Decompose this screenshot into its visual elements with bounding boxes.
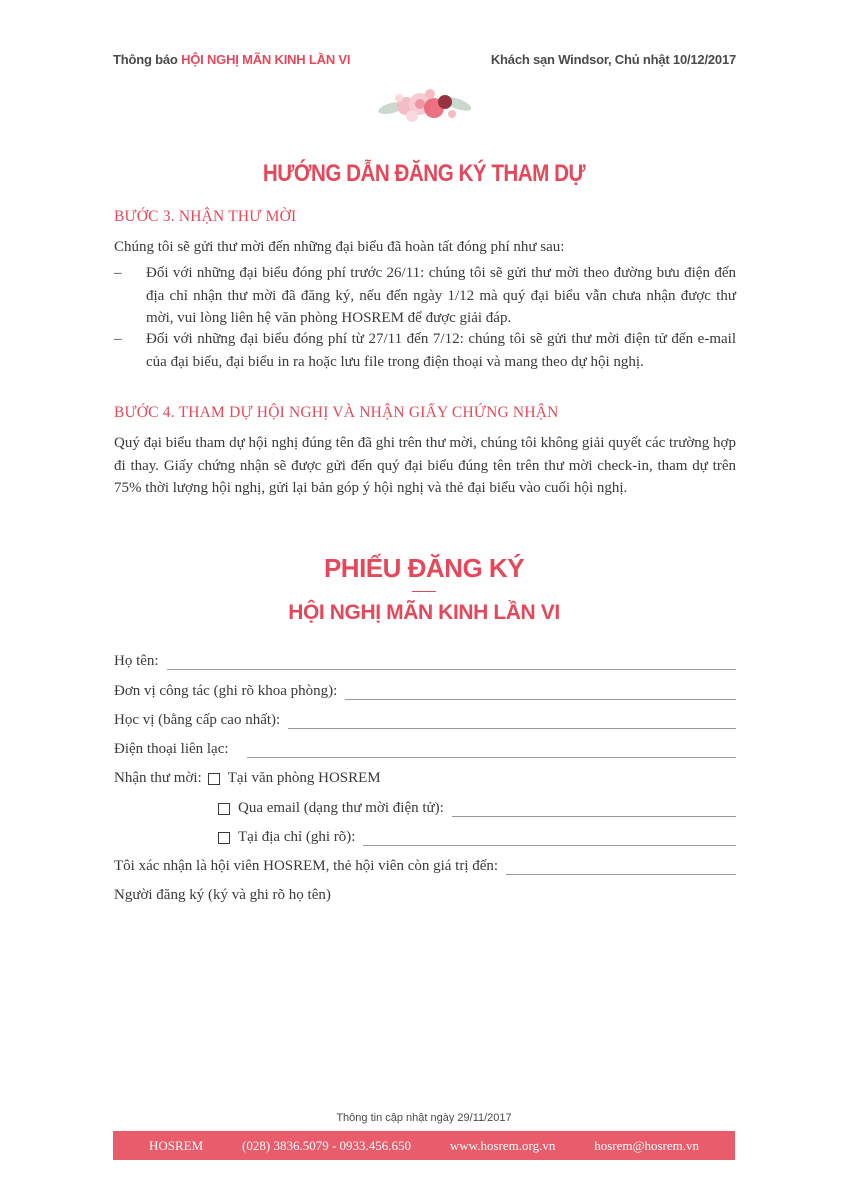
form-subtitle: HỘI NGHỊ MÃN KINH LẦN VI xyxy=(288,601,560,624)
option-email-label: Qua email (dạng thư mời điện tử): xyxy=(238,800,444,816)
field-registrant xyxy=(114,884,736,904)
field-receive-email[interactable] xyxy=(218,797,736,817)
header-venue-date: Khách sạn Windsor, Chủ nhật 10/12/2017 xyxy=(490,52,736,67)
footer-org: HOSREM xyxy=(149,1137,204,1153)
form-title: PHIẾU ĐĂNG KÝ xyxy=(323,553,525,583)
field-workplace-label: Đơn vị công tác (ghi rõ khoa phòng): xyxy=(114,683,338,699)
footer-bar xyxy=(113,1131,735,1160)
checkbox-office[interactable] xyxy=(208,773,220,785)
field-email-line[interactable] xyxy=(452,802,736,817)
floral-ornament-icon xyxy=(372,82,476,130)
field-phone-line[interactable] xyxy=(247,743,736,758)
field-member-line[interactable] xyxy=(506,860,736,875)
header-prefix: Thông báo xyxy=(113,52,178,67)
field-degree-label: Học vị (bằng cấp cao nhất): xyxy=(114,712,281,728)
bullet-text: Đối với những đại biểu đóng phí từ 27/11 đến 7/12: chúng tôi sẽ gửi thư mời điện tử đến e-mail của đại biểu, đại biểu in ra hoặc lưu file trong điện thoại và mang theo dự hội nghị. xyxy=(146,331,736,370)
step3-bullet-2 xyxy=(114,328,736,373)
field-receive-office[interactable] xyxy=(114,767,736,787)
field-degree-line[interactable] xyxy=(288,714,736,729)
footer-phone: (028) 3836.5079 - 0933.456.650 xyxy=(242,1137,412,1153)
header-event-name: HỘI NGHỊ MÃN KINH LẦN VI xyxy=(181,52,351,67)
header-event-label xyxy=(113,52,350,67)
field-name[interactable] xyxy=(114,650,736,670)
step3-intro: Chúng tôi sẽ gửi thư mời đến những đại biểu đã hoàn tất đóng phí như sau: xyxy=(114,239,565,255)
bullet-dash: – xyxy=(114,331,122,347)
option-office[interactable] xyxy=(208,770,381,787)
field-name-label: Họ tên: xyxy=(114,653,159,669)
field-receive-label: Nhận thư mời: xyxy=(114,770,202,786)
option-office-label: Tại văn phòng HOSREM xyxy=(227,770,381,786)
field-address-line[interactable] xyxy=(363,831,736,846)
option-email[interactable] xyxy=(218,800,444,817)
field-name-line[interactable] xyxy=(167,655,736,670)
footer-email-link[interactable]: hosrem@hosrem.vn xyxy=(594,1137,699,1153)
field-workplace-line[interactable] xyxy=(345,685,736,700)
step4-body: Quý đại biểu tham dự hội nghị đúng tên đã ghi trên thư mời, chúng tôi không giải quyết các trường hợp đi thay. Giấy chứng nhận sẽ được gửi đến quý đại biểu đúng tên trên thư mời check-in, tham dự trên 75% thời lượng hội nghị, gửi lại bản góp ý hội nghị và thẻ đại biểu vào cuối hội nghị. xyxy=(114,435,736,496)
title-divider xyxy=(412,591,436,592)
checkbox-address[interactable] xyxy=(218,832,230,844)
checkbox-email[interactable] xyxy=(218,803,230,815)
step3-heading: BƯỚC 3. NHẬN THƯ MỜI xyxy=(114,208,297,225)
field-phone-label: Điện thoại liên lạc: xyxy=(114,741,229,757)
bullet-dash: – xyxy=(114,265,122,281)
bullet-text: Đối với những đại biểu đóng phí trước 26/11: chúng tôi sẽ gửi thư mời theo đường bưu điện đến địa chỉ nhận thư mời đã đăng ký, nếu đến ngày 1/12 mà quý đại biểu vẫn chưa nhận được thư mời, vui lòng liên hệ văn phòng HOSREM để được giải đáp. xyxy=(146,265,736,326)
option-address[interactable] xyxy=(218,829,355,846)
footer-website-link[interactable]: www.hosrem.org.vn xyxy=(449,1137,556,1153)
step3-bullet-1 xyxy=(114,262,736,330)
field-registrant-label: Người đăng ký (ký và ghi rõ họ tên) xyxy=(114,887,331,903)
field-member-label: Tôi xác nhận là hội viên HOSREM, thẻ hội viên còn giá trị đến: xyxy=(114,858,499,874)
field-member[interactable] xyxy=(114,855,736,875)
field-workplace[interactable] xyxy=(114,680,736,700)
field-receive-address[interactable] xyxy=(218,826,736,846)
field-phone[interactable] xyxy=(114,738,736,758)
step4-heading: BƯỚC 4. THAM DỰ HỘI NGHỊ VÀ NHẬN GIẤY CHỨNG NHẬN xyxy=(114,404,559,421)
field-degree[interactable] xyxy=(114,709,736,729)
update-note: Thông tin cập nhật ngày 29/11/2017 xyxy=(336,1112,512,1124)
option-address-label: Tại địa chỉ (ghi rõ): xyxy=(238,829,356,845)
page-title: HƯỚNG DẪN ĐĂNG KÝ THAM DỰ xyxy=(262,160,586,187)
